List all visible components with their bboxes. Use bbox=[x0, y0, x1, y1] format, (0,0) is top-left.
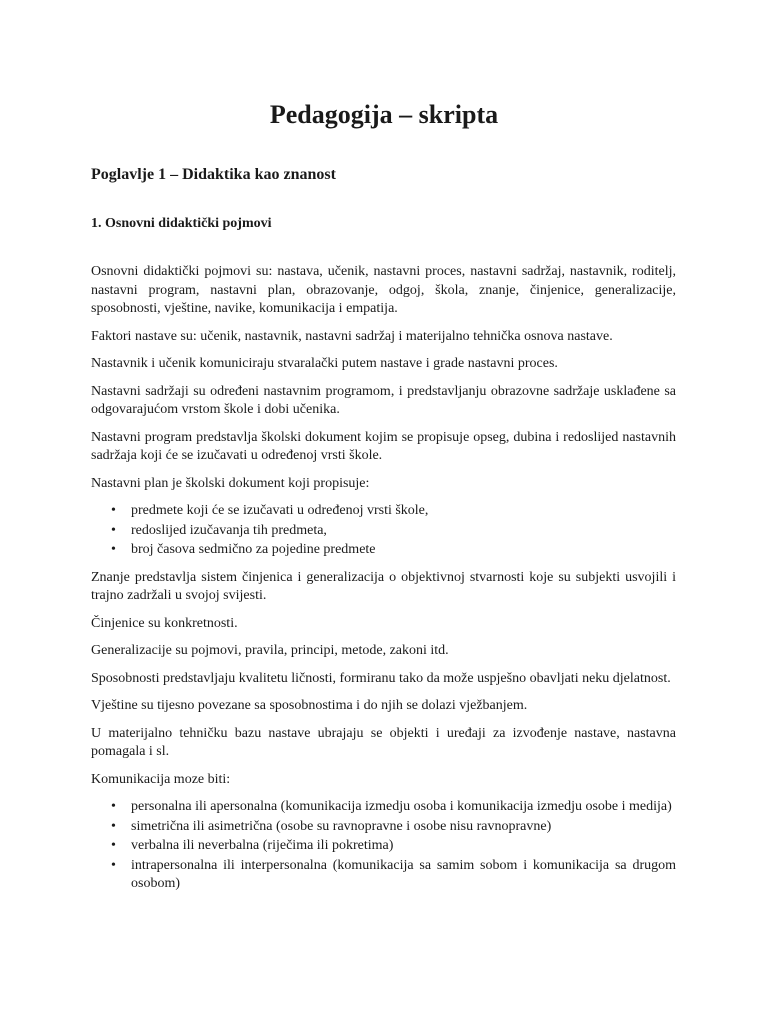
bullet-icon: • bbox=[111, 838, 116, 853]
bullet-icon: • bbox=[111, 522, 116, 538]
list-item-text: verbalna ili neverbalna (riječima ili pokretima) bbox=[131, 838, 394, 853]
list-item-text: predmete koji će se izučavati u određenoj vrsti škole, bbox=[131, 503, 429, 518]
bullet-icon: • bbox=[111, 542, 116, 557]
list-item bbox=[111, 541, 676, 560]
bullet-icon: • bbox=[111, 857, 116, 873]
paragraph: Nastavnik i učenik komuniciraju stvaralački putem nastave i grade nastavni proces. bbox=[91, 356, 558, 371]
paragraph: Osnovni didaktički pojmovi su: nastava, učenik, nastavni proces, nastavni sadržaj, nastavnik, roditelj, nastavni program, nastavni plan, obrazovanje, odgoj, škola, znanje, činjenice, generalizacije, sposobnosti, vještine, navike, komunikacija i empatija. bbox=[91, 264, 676, 316]
bullet-icon: • bbox=[111, 818, 116, 834]
chapter-heading: Poglavlje 1 – Didaktika kao znanost bbox=[91, 166, 336, 183]
list-item-text: intrapersonalna ili interpersonalna (komunikacija sa samim sobom i komunikacija sa drugom osobom) bbox=[131, 857, 676, 891]
list-item-text: redoslijed izučavanja tih predmeta, bbox=[131, 522, 327, 538]
paragraph: Faktori nastave su: učenik, nastavnik, nastavni sadržaj i materijalno tehnička osnova nastave. bbox=[91, 328, 613, 344]
document-title: Pedagogija – skripta bbox=[269, 100, 499, 129]
paragraph: Vještine su tijesno povezane sa sposobnostima i do njih se dolazi vježbanjem. bbox=[91, 698, 528, 713]
paragraph: Nastavni plan je školski dokument koji propisuje: bbox=[91, 475, 370, 491]
document-body bbox=[91, 263, 676, 903]
list-item-text: simetrična ili asimetrična (osobe su ravnopravne i osobe nisu ravnopravne) bbox=[131, 818, 552, 834]
list-item bbox=[111, 837, 676, 856]
paragraph: Generalizacije su pojmovi, pravila, principi, metode, zakoni itd. bbox=[91, 643, 449, 658]
paragraph: Nastavni sadržaji su određeni nastavnim programom, i predstavljanju obrazovne sadržaje usklađene sa odgovarajućom vrstom škole i dobi učenika. bbox=[91, 383, 676, 417]
list-item bbox=[111, 522, 676, 541]
bullet-icon: • bbox=[111, 503, 116, 518]
list-item bbox=[111, 502, 676, 521]
paragraph: Činjenice su konkretnosti. bbox=[91, 615, 238, 631]
paragraph: Znanje predstavlja sistem činjenica i generalizacija o objektivnoj stvarnosti koje su subjekti usvojili i trajno zadržali u svojoj svijesti. bbox=[91, 569, 676, 603]
section-heading: 1. Osnovni didaktički pojmovi bbox=[91, 216, 272, 231]
list-item bbox=[111, 857, 676, 894]
paragraph: Komunikacija moze biti: bbox=[91, 771, 231, 787]
list-item-text: personalna ili apersonalna (komunikacija izmedju osoba i komunikacija izmedju osobe i medija) bbox=[131, 799, 672, 814]
bullet-list bbox=[91, 502, 676, 560]
paragraph: Nastavni program predstavlja školski dokument kojim se propisuje opseg, dubina i redoslijed nastavnih sadržaja koji će se izučavati u određenoj vrsti škole. bbox=[91, 429, 676, 463]
bullet-list bbox=[91, 798, 676, 894]
paragraph: Sposobnosti predstavljaju kvalitetu ličnosti, formiranu tako da može uspješno obavljati neku djelatnost. bbox=[91, 670, 671, 686]
bullet-icon: • bbox=[111, 799, 116, 814]
paragraph: U materijalno tehničku bazu nastave ubrajaju se objekti i uređaji za izvođenje nastave, nastavna pomagala i sl. bbox=[91, 725, 676, 759]
list-item bbox=[111, 798, 676, 817]
list-item-text: broj časova sedmično za pojedine predmete bbox=[131, 542, 376, 557]
list-item bbox=[111, 818, 676, 837]
